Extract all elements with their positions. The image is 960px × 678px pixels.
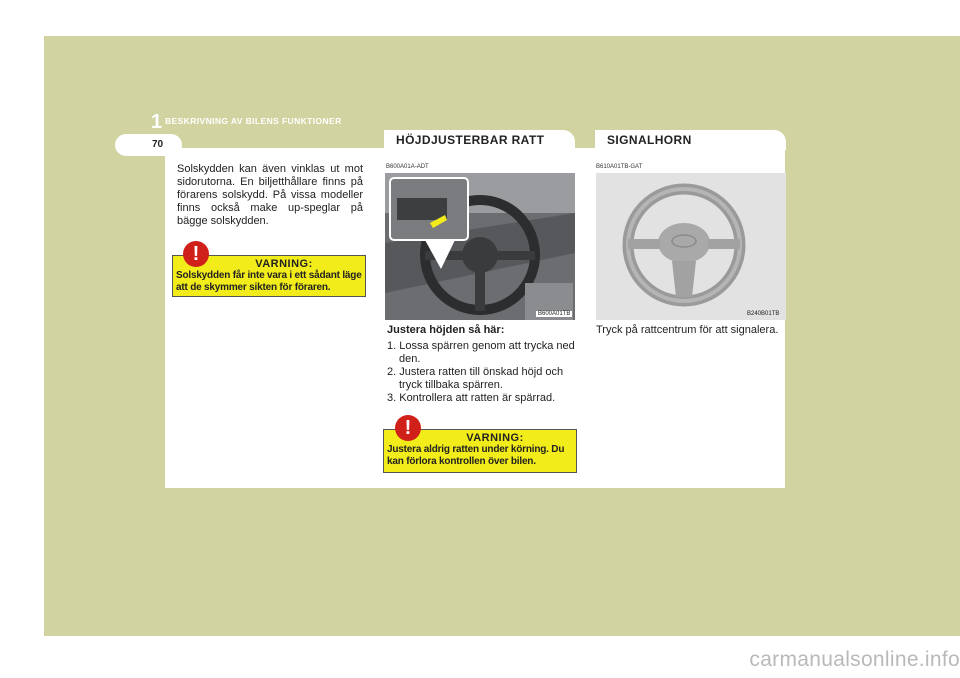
warning-title: VARNING:: [255, 258, 313, 270]
steering-code: B600A01A-ADT: [386, 164, 429, 170]
exclamation-icon: !: [183, 241, 209, 267]
sun-visor-paragraph: Solskydden kan även vinklas ut mot sidorutorna. En biljetthållare finns på förarens solskydd. På vissa modeller finns också make up-speglar på bägge solskydden.: [177, 163, 363, 227]
page-number: 70: [152, 139, 164, 150]
step-item: 3. Kontrollera att ratten är spärrad.: [387, 392, 556, 404]
chapter-title: BESKRIVNING AV BILENS FUNKTIONER: [165, 116, 342, 126]
exclamation-icon: !: [395, 415, 421, 441]
steering-wheel-icon: [596, 173, 786, 320]
step-item: 1. Lossa spärren genom att trycka ned den.: [387, 340, 575, 365]
tab-heading-horn: [595, 130, 786, 150]
chapter-number: 1: [151, 111, 163, 133]
horn-text: Tryck på rattcentrum för att signalera.: [596, 324, 779, 336]
warning-text: Solskydden får inte vara i ett sådant läge att de skymmer sikten för föraren.: [176, 270, 362, 293]
steering-heading: HÖJDJUSTERBAR RATT: [396, 133, 545, 147]
step-item: 2. Justera ratten till önskad höjd och tryck tillbaka spärren.: [387, 366, 564, 391]
tab-heading-steering: [384, 130, 575, 150]
steps-list: [387, 340, 575, 405]
horn-image: [596, 173, 786, 320]
watermark: carmanualsonline.info: [749, 648, 960, 671]
steering-image-label: B600A01TB: [538, 311, 571, 317]
steering-wheel-photo-icon: [385, 173, 575, 320]
steering-image: [385, 173, 575, 320]
horn-image-label: B240B01TB: [747, 311, 780, 317]
horn-code: B610A01TB-GAT: [596, 164, 643, 170]
horn-heading: SIGNALHORN: [607, 133, 692, 147]
warning-text: Justera aldrig ratten under körning. Du kan förlora kontrollen över bilen.: [387, 444, 565, 467]
instructions-title: Justera höjden så här:: [387, 324, 505, 336]
warning-title: VARNING:: [466, 432, 524, 444]
